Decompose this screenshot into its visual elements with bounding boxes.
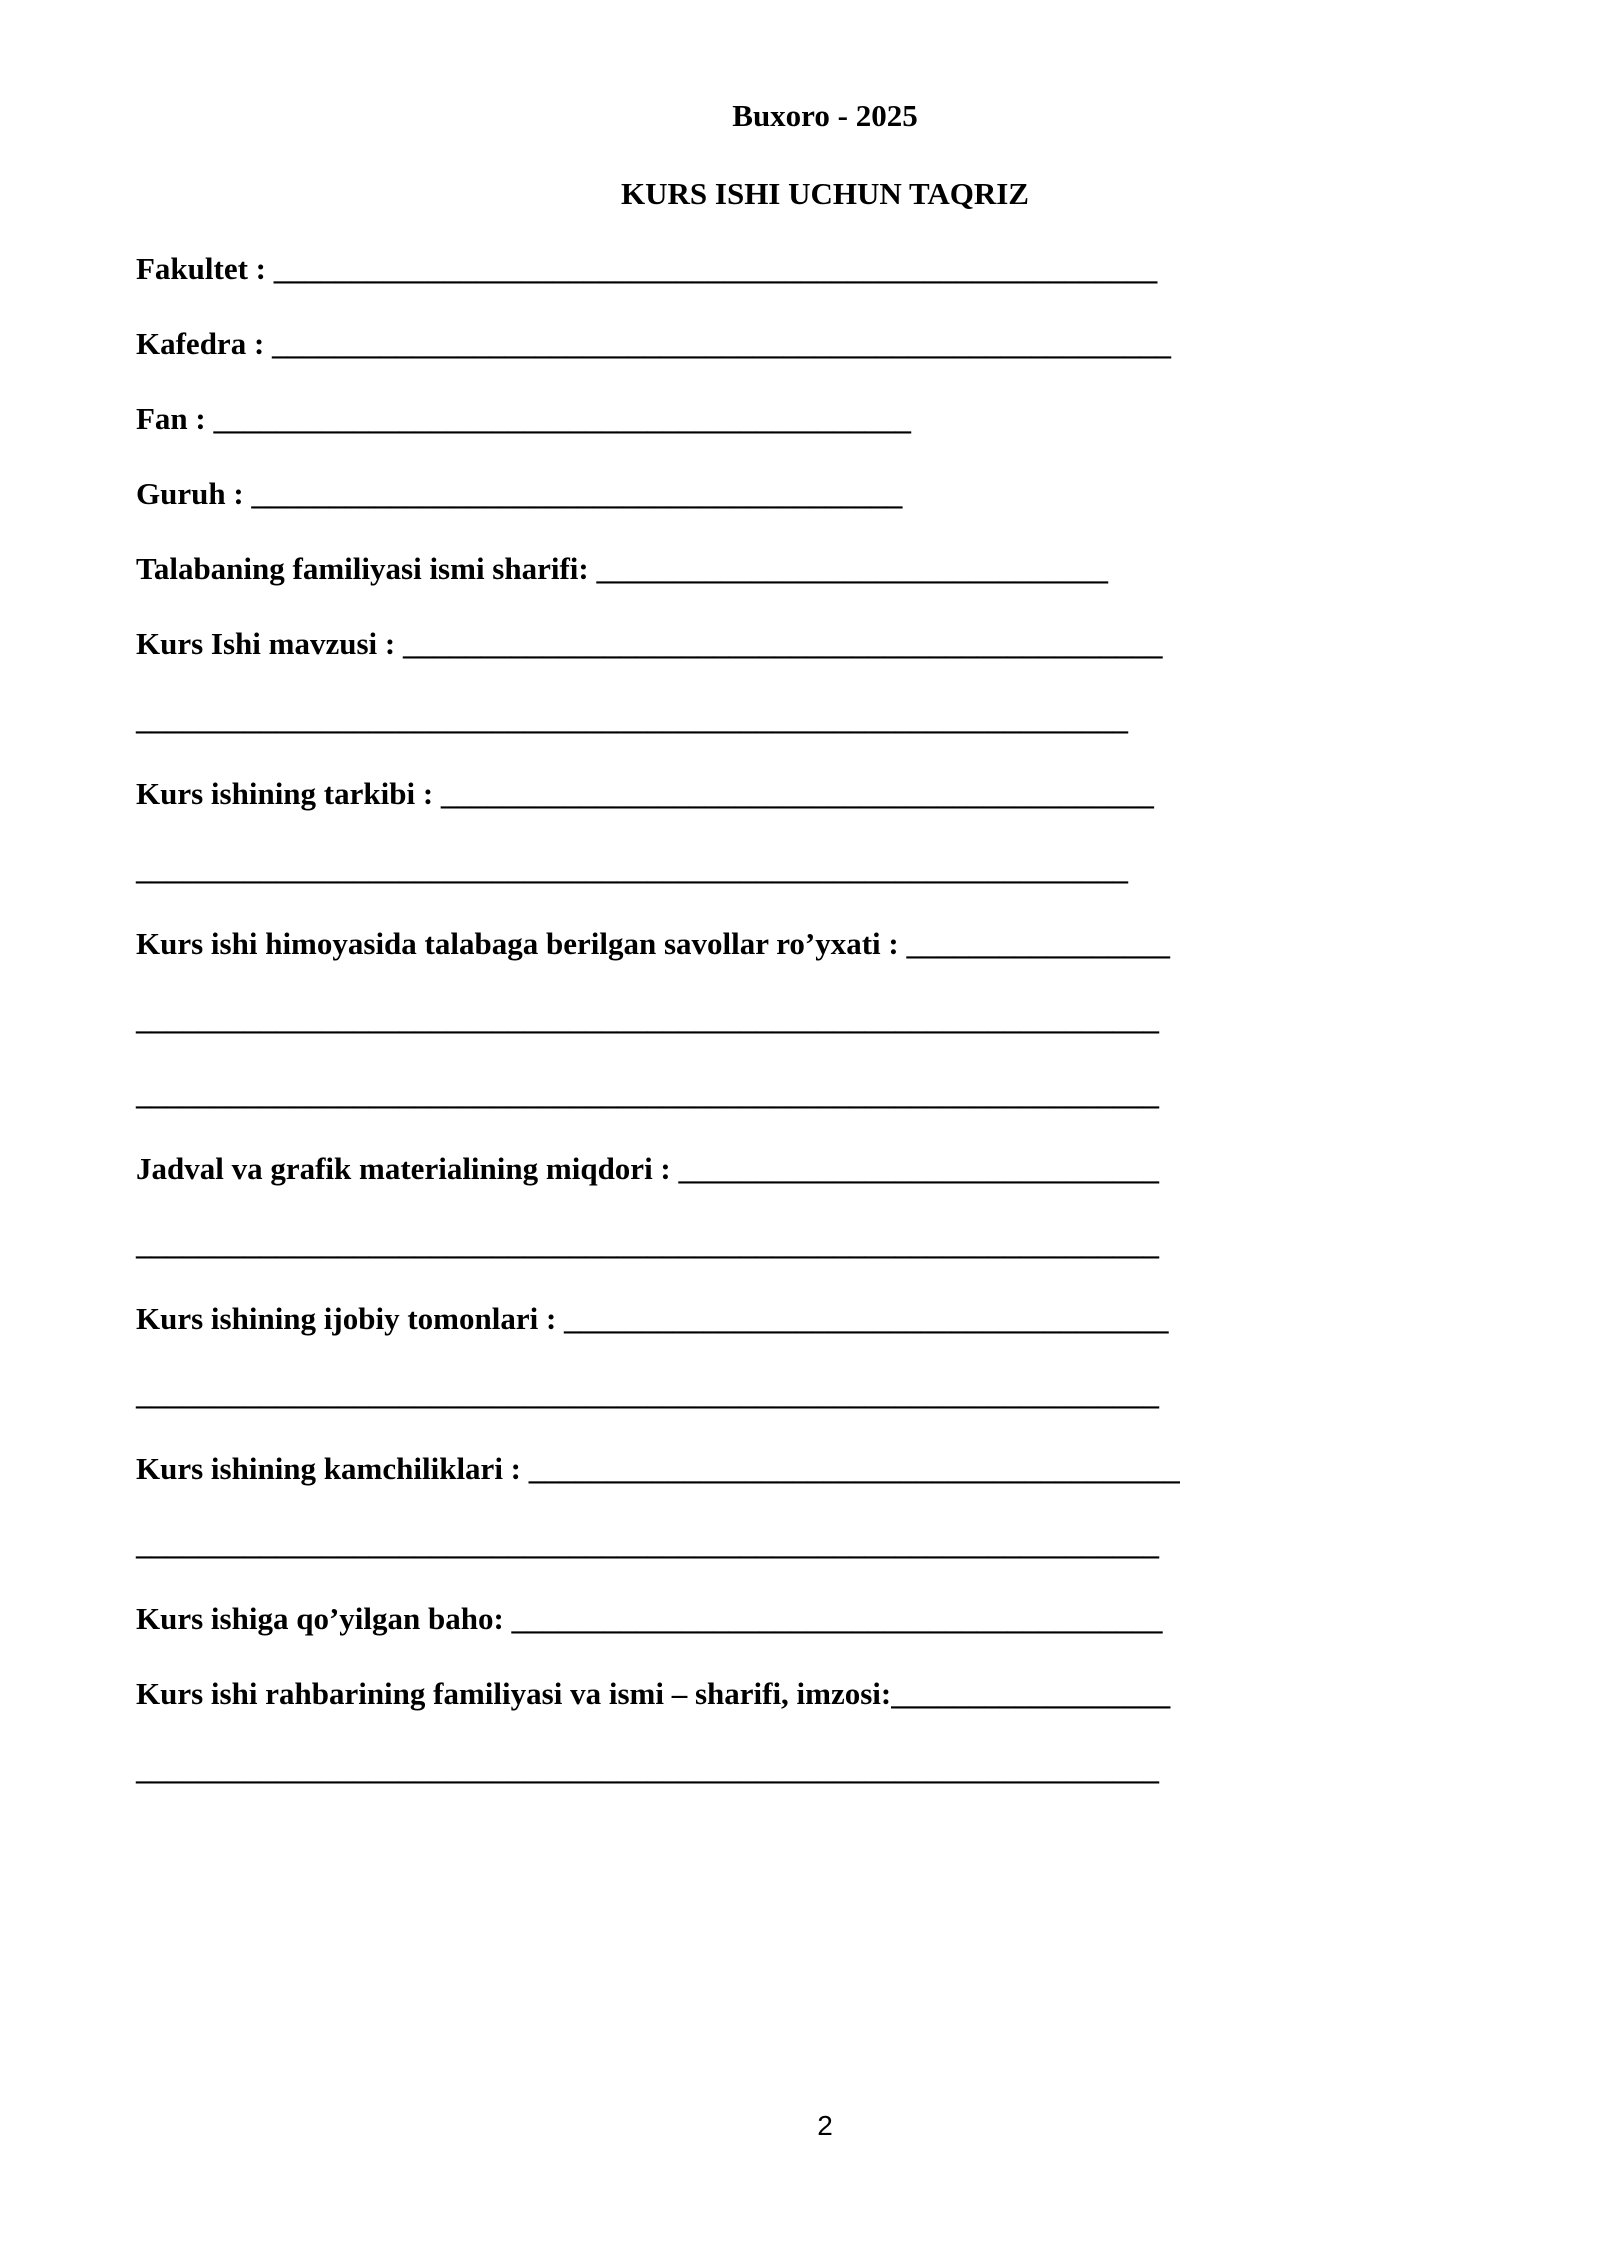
savollar-continuation-line-2: __________________________________________________________________ bbox=[136, 1076, 1159, 1111]
jadval-continuation-line: __________________________________________________________________ bbox=[136, 1226, 1159, 1261]
tarkibi-continuation-line: ________________________________________________________________ bbox=[136, 851, 1128, 886]
savollar-field: Kurs ishi himoyasida talabaga berilgan savollar ro’yxati : _________________ bbox=[136, 926, 1170, 961]
tarkibi-field: Kurs ishining tarkibi : ______________________________________________ bbox=[136, 776, 1154, 811]
page-title: KURS ISHI UCHUN TAQRIZ bbox=[621, 176, 1029, 211]
jadval-field: Jadval va grafik materialining miqdori : _______________________________ bbox=[136, 1151, 1159, 1186]
city-year: Buxoro - 2025 bbox=[732, 98, 918, 133]
ijobiy-continuation-line: __________________________________________________________________ bbox=[136, 1376, 1159, 1411]
kafedra-field: Kafedra : __________________________________________________________ bbox=[136, 326, 1172, 361]
fan-field: Fan : _____________________________________________ bbox=[136, 401, 911, 436]
kamchilik-field: Kurs ishining kamchiliklari : __________________________________________ bbox=[136, 1451, 1180, 1486]
savollar-continuation-line-1: __________________________________________________________________ bbox=[136, 1001, 1159, 1036]
mavzu-continuation-line: ________________________________________________________________ bbox=[136, 701, 1128, 736]
page-number: 2 bbox=[817, 2110, 833, 2141]
rahbar-continuation-line: __________________________________________________________________ bbox=[136, 1751, 1159, 1786]
kamchilik-continuation-line: __________________________________________________________________ bbox=[136, 1526, 1159, 1561]
guruh-field: Guruh : __________________________________________ bbox=[136, 476, 903, 511]
rahbar-field: Kurs ishi rahbarining familiyasi va ismi – sharifi, imzosi:__________________ bbox=[136, 1676, 1171, 1711]
fakultet-field: Fakultet : _________________________________________________________ bbox=[136, 251, 1158, 286]
talaba-name-field: Talabaning familiyasi ismi sharifi: _________________________________ bbox=[136, 551, 1108, 586]
ijobiy-field: Kurs ishining ijobiy tomonlari : _______________________________________ bbox=[136, 1301, 1169, 1336]
mavzu-field: Kurs Ishi mavzusi : _________________________________________________ bbox=[136, 626, 1163, 661]
baho-field: Kurs ishiga qo’yilgan baho: __________________________________________ bbox=[136, 1601, 1163, 1636]
